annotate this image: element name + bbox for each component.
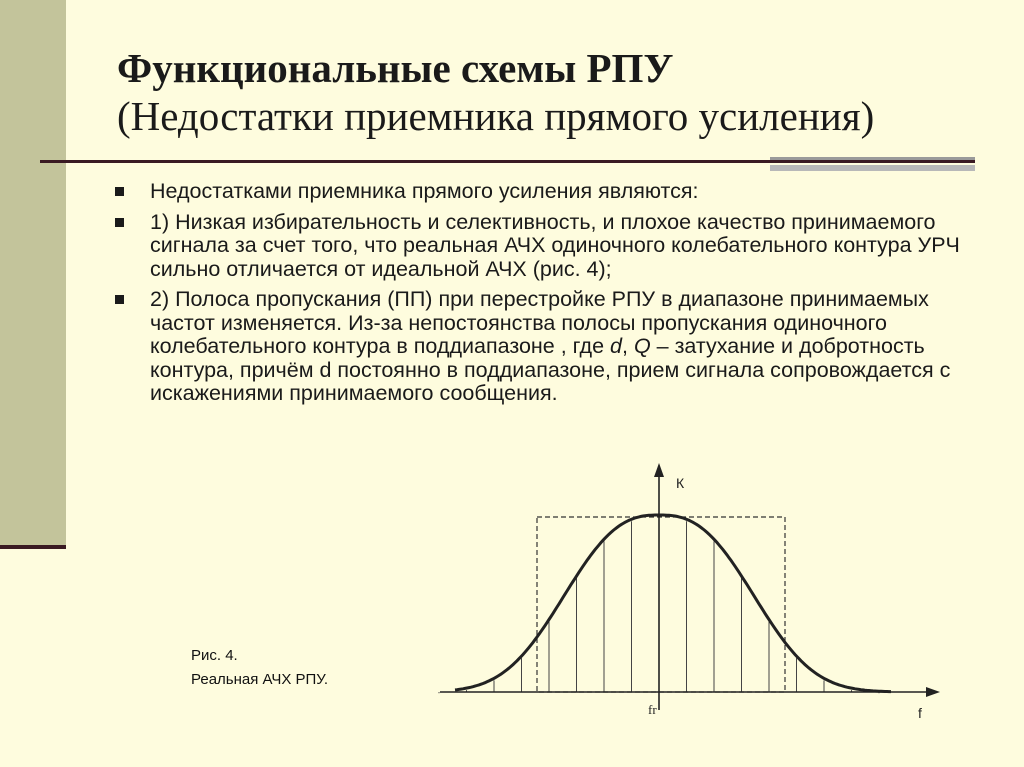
bullet-square-icon [115, 295, 124, 304]
hatch-lines [439, 517, 879, 693]
bullet-square-icon [115, 187, 124, 196]
bullet-text: Недостатками приемника прямого усиления являются: [150, 179, 699, 203]
bullet-square-icon [115, 218, 124, 227]
figure-caption [191, 644, 328, 692]
bullet-text: , [621, 334, 634, 358]
bullet-text: – затухание и добротность контура, причём d постоянно в поддиапазоне, прием сигнала сопровождается с искажениями принимаемого сообщения. [150, 334, 951, 405]
bullet-item [112, 211, 962, 282]
bullet-item [112, 180, 962, 204]
title-main: Функциональные схемы РПУ [117, 45, 674, 91]
side-accent-bar [0, 0, 66, 547]
bullet-list [112, 180, 962, 413]
y-axis-label: К [676, 475, 685, 491]
title-divider-accent [770, 157, 975, 175]
bullet-text: 2) Полоса пропускания (ПП) при перестройке РПУ в диапазоне принимаемых частот изменяется. Из-за непостоянства полосы пропускания одиночного колебательного контура в поддиапазоне , где [150, 287, 929, 358]
ideal-response-rect [537, 517, 785, 692]
bullet-text: d [610, 334, 622, 358]
title-subtitle: (Недостатки приемника прямого усиления) [117, 93, 875, 139]
x-axis-arrow [926, 687, 940, 697]
slide-title [117, 44, 997, 140]
bullet-text: Q [633, 334, 651, 358]
side-accent-line [0, 545, 66, 549]
bullet-text: 1) Низкая избирательность и селективность, и плохое качество принимаемого сигнала за счет того, что реальная АЧХ одиночного колебательного контура УРЧ сильно отличается от идеальной АЧХ (рис. 4); [150, 209, 960, 281]
real-response-curve [455, 515, 891, 692]
x-axis-label: f [918, 705, 922, 721]
center-frequency-label: fr [648, 702, 657, 717]
y-axis-arrow [654, 463, 664, 477]
caption-figure-title: Реальная АЧХ РПУ. [191, 671, 329, 688]
bullet-item [112, 288, 962, 406]
caption-figure-number: Рис. 4. [191, 647, 238, 664]
